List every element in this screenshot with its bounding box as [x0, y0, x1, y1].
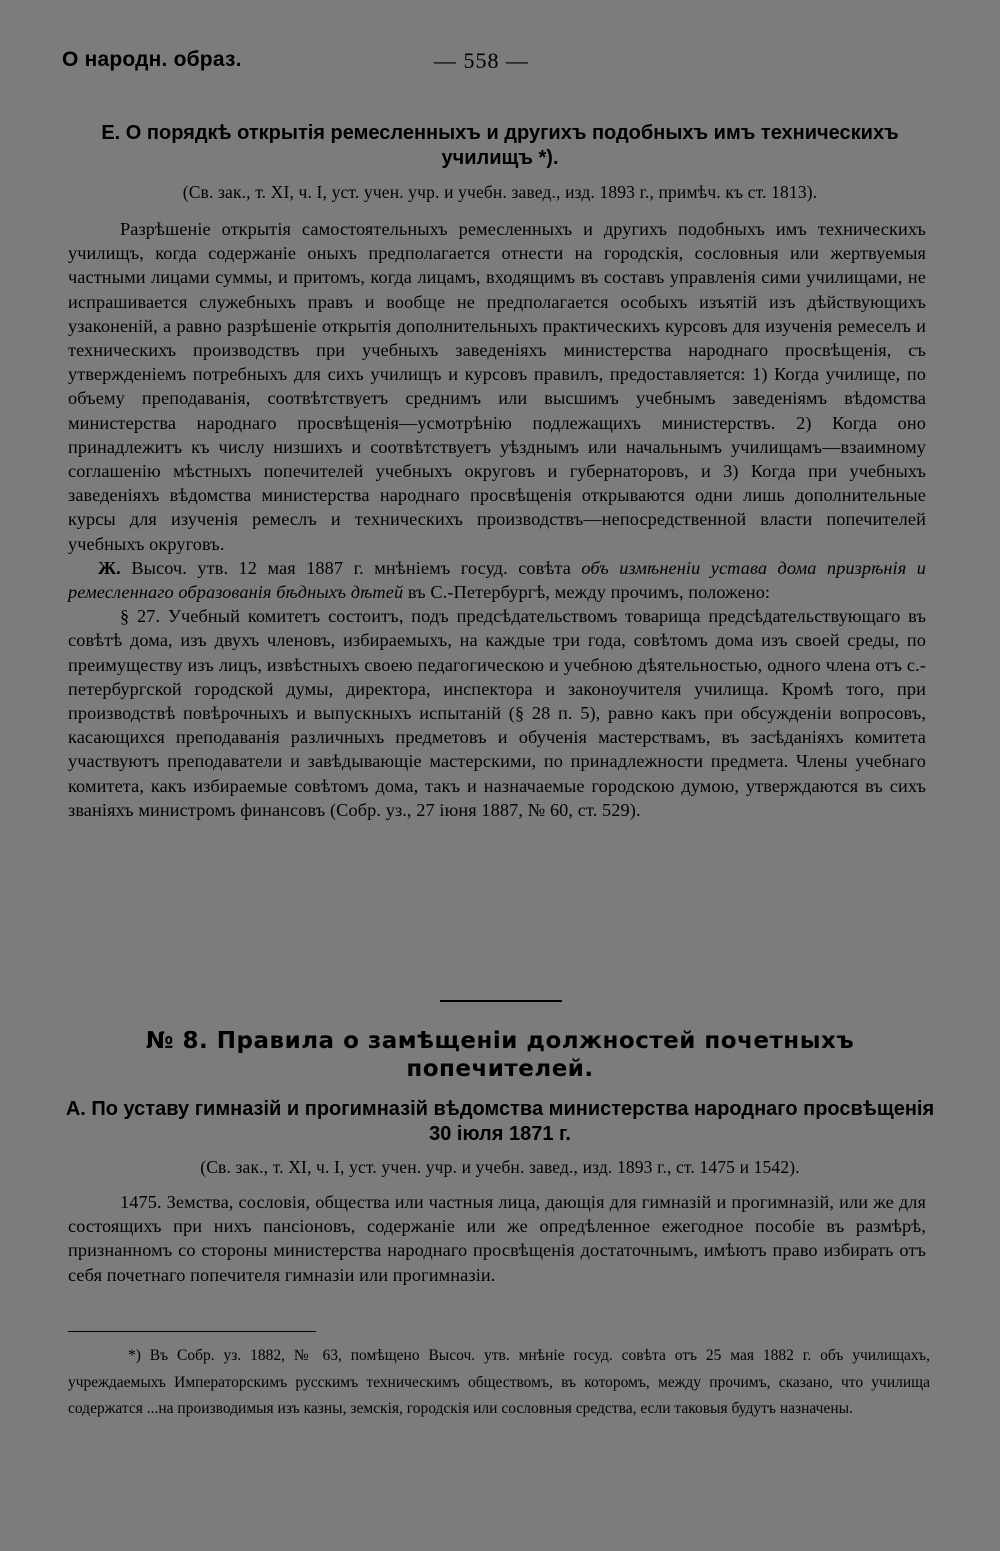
section-8-source: (Св. зак., т. XI, ч. I, уст. учен. учр. и учебн. завед., изд. 1893 г., ст. 1475 и 1542).: [200, 1157, 800, 1177]
section-8-body: [68, 1190, 926, 1287]
section-zh-lead: [68, 556, 926, 604]
footnote: [68, 1343, 930, 1423]
running-title: О народн. образ.: [62, 48, 242, 71]
section-8-heading: № 8. Правила о замѣщеніи должностей почетныхъ попечителей.: [145, 1028, 855, 1082]
section-8-paragraph: 1475. Земства, сословія, общества или частныя лица, дающія для гимназій и прогимназій, или же для состоящихъ при нихъ пансіоновъ, содержаніе или же опредѣленное ежегодное пособіе въ размѣрѣ, признанномъ со стороны министерства народнаго просвѣщенія достаточнымъ, имѣютъ право избирать отъ себя почетнаго попечителя гимназіи или прогимназіи.: [68, 1192, 926, 1285]
section-zh-letter: Ж.: [98, 557, 121, 578]
page-header: [62, 48, 938, 78]
section-zh-lead-text: Высоч. утв. 12 мая 1887 г. мнѣніемъ госуд. совѣта: [131, 557, 571, 578]
section-e-source: (Св. зак., т. XI, ч. I, уст. учен. учр. и учебн. завед., изд. 1893 г., примѣч. къ ст. 1813).: [182, 182, 818, 202]
section-e-body: [68, 217, 926, 822]
page-number: — 558 —: [434, 48, 529, 73]
footnote-text: *) Въ Собр. уз. 1882, № 63, помѣщено Высоч. утв. мнѣніе госуд. совѣта отъ 25 мая 1882 г. объ училищахъ, учреждаемыхъ Императорскимъ русскимъ техническимъ обществомъ, въ которомъ, между прочимъ, сказано, что училища содержатся ...на производимыя изъ казны, земскія, городскія или сословныя средства, если таковыя будутъ назначены.: [68, 1347, 930, 1417]
section-divider: [440, 1000, 562, 1002]
section-zh-italic-title: объ измѣненіи устава дома призрѣнія и ремесленнаго образованія бѣдныхъ дѣтей: [68, 557, 927, 603]
section-zh-article: § 27. Учебный комитетъ состоитъ, подъ предсѣдательствомъ товарища предсѣдательствующаго въ совѣтѣ дома, изъ двухъ членовъ, избираемыхъ, на каждые три года, совѣтомъ дома изъ своей среды, по преимуществу изъ лицъ, извѣстныхъ своею педагогическою и учебною дѣятельностью, одного члена отъ с.-петербургской городской думы, директора, инспектора и законоучителя училища. Кромѣ того, при производствѣ повѣрочныхъ и выпускныхъ испытаній (§ 28 п. 5), равно какъ при обсужденіи вопросовъ, касающихся преподаванія различныхъ предметовъ и обученія мастерствамъ, въ засѣданіяхъ комитета участвуютъ преподаватели и завѣдывающіе мастерскими, по принадлежности предмета. Члены учебнаго комитета, какъ избираемые совѣтомъ дома, такъ и назначаемые городскою думою, утверждаются въ сихъ званіяхъ министромъ финансовъ (Собр. уз., 27 іюня 1887, № 60, ст. 529).: [68, 606, 926, 820]
section-e-paragraph: Разрѣшеніе открытія самостоятельныхъ ремесленныхъ и другихъ подобныхъ имъ техническихъ училищъ, когда содержаніе оныхъ предполагается отнести на городскія, сословныя или жертвуемыя частными лицами суммы, и притомъ, когда лицамъ, входящимъ въ составъ управленія сими училищами, не испрашивается служебныхъ правъ и вообще не предполагается особыхъ изъятій изъ дѣйствующихъ узаконеній, а равно разрѣшеніе открытія дополнительныхъ практическихъ курсовъ для изученія ремеселъ и техническихъ производствъ при учебныхъ заведеніяхъ министерства народнаго просвѣщенія, съ утвержденіемъ потребныхъ для сихъ училищъ и курсовъ правилъ, предоставляется: 1) Когда училище, по объему преподаванія, соотвѣтствуетъ среднимъ или высшимъ учебнымъ заведеніямъ вѣдомства министерства народнаго просвѣщенія—усмотрѣнію подлежащихъ министерствъ. 2) Когда оно принадлежитъ къ числу низшихъ и соотвѣтствуетъ уѣзднымъ или начальнымъ училищамъ—взаимному соглашенію мѣстныхъ попечителей учебныхъ округовъ и губернаторовъ, и 3) Когда при учебныхъ заведеніяхъ вѣдомства министерства народнаго просвѣщенія открываются одни лишь дополнительные курсы для изученія ремеслъ и техническихъ производствъ—непосредственной власти попечителей учебныхъ округовъ.: [68, 219, 926, 554]
footnote-rule: [68, 1331, 316, 1332]
section-e-title: Е. О порядкѣ открытія ремесленныхъ и другихъ подобныхъ имъ техническихъ училищъ *).: [101, 122, 899, 169]
section-8-subtitle: А. По уставу гимназій и прогимназій вѣдомства министерства народнаго просвѣщенія 30 іюля 1871 г.: [65, 1098, 935, 1145]
section-zh-tail: въ С.-Петербургѣ, между прочимъ, положено:: [407, 582, 771, 603]
